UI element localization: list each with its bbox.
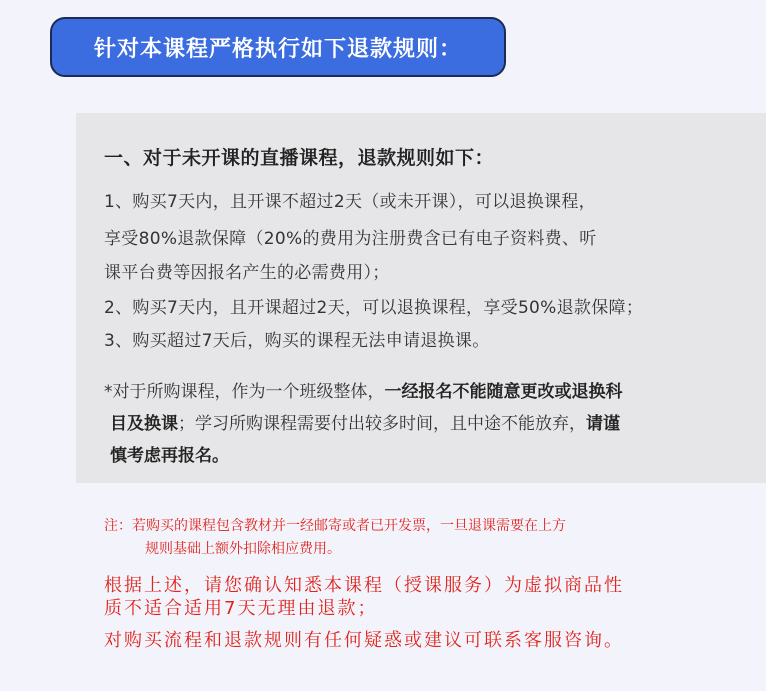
rule-line: 3、购买超过7天后，购买的课程无法申请退换课。 [104, 331, 490, 351]
class-note-line [104, 377, 623, 402]
virtual-goods-notice: 根据上述，请您确认知悉本课程（授课服务）为虚拟商品性 [104, 575, 624, 596]
class-note-emphasis: 一经报名不能随意更改或退换科 [384, 382, 623, 402]
class-note-emphasis: 慎考虑再报名。 [110, 446, 229, 466]
class-note-line [110, 409, 620, 434]
class-note-emphasis: 请谨 [586, 414, 620, 434]
class-note-text: *对于所购课程，作为一个班级整体， [104, 382, 385, 402]
materials-note-continued: 规则基础上额外扣除相应费用。 [145, 541, 341, 557]
materials-note: 注：若购买的课程包含教材并一经邮寄或者已开发票，一旦退课需要在上方 [104, 518, 566, 534]
rule-line: 2、购买7天内，且开课超过2天，可以退换课程，享受50%退款保障； [104, 298, 644, 318]
rule-line: 享受80%退款保障（20%的费用为注册费含已有电子资料费、听 [104, 229, 597, 249]
rule-line: 课平台费等因报名产生的必需费用）； [104, 263, 390, 283]
virtual-goods-notice-continued: 质不适合适用7天无理由退款； [104, 598, 378, 619]
rules-heading: 一、对于未开课的直播课程，退款规则如下： [104, 147, 495, 169]
class-note-line [110, 441, 229, 466]
class-note-text: ；学习所购课程需要付出较多时间，且中途不能放弃， [178, 414, 586, 434]
contact-service-notice: 对购买流程和退款规则有任何疑惑或建议可联系客服咨询。 [104, 630, 624, 651]
rule-line: 1、购买7天内，且开课不超过2天（或未开课），可以退换课程， [104, 192, 596, 212]
refund-policy-title: 针对本课程严格执行如下退款规则： [50, 17, 506, 77]
class-note-emphasis: 目及换课 [110, 414, 178, 434]
